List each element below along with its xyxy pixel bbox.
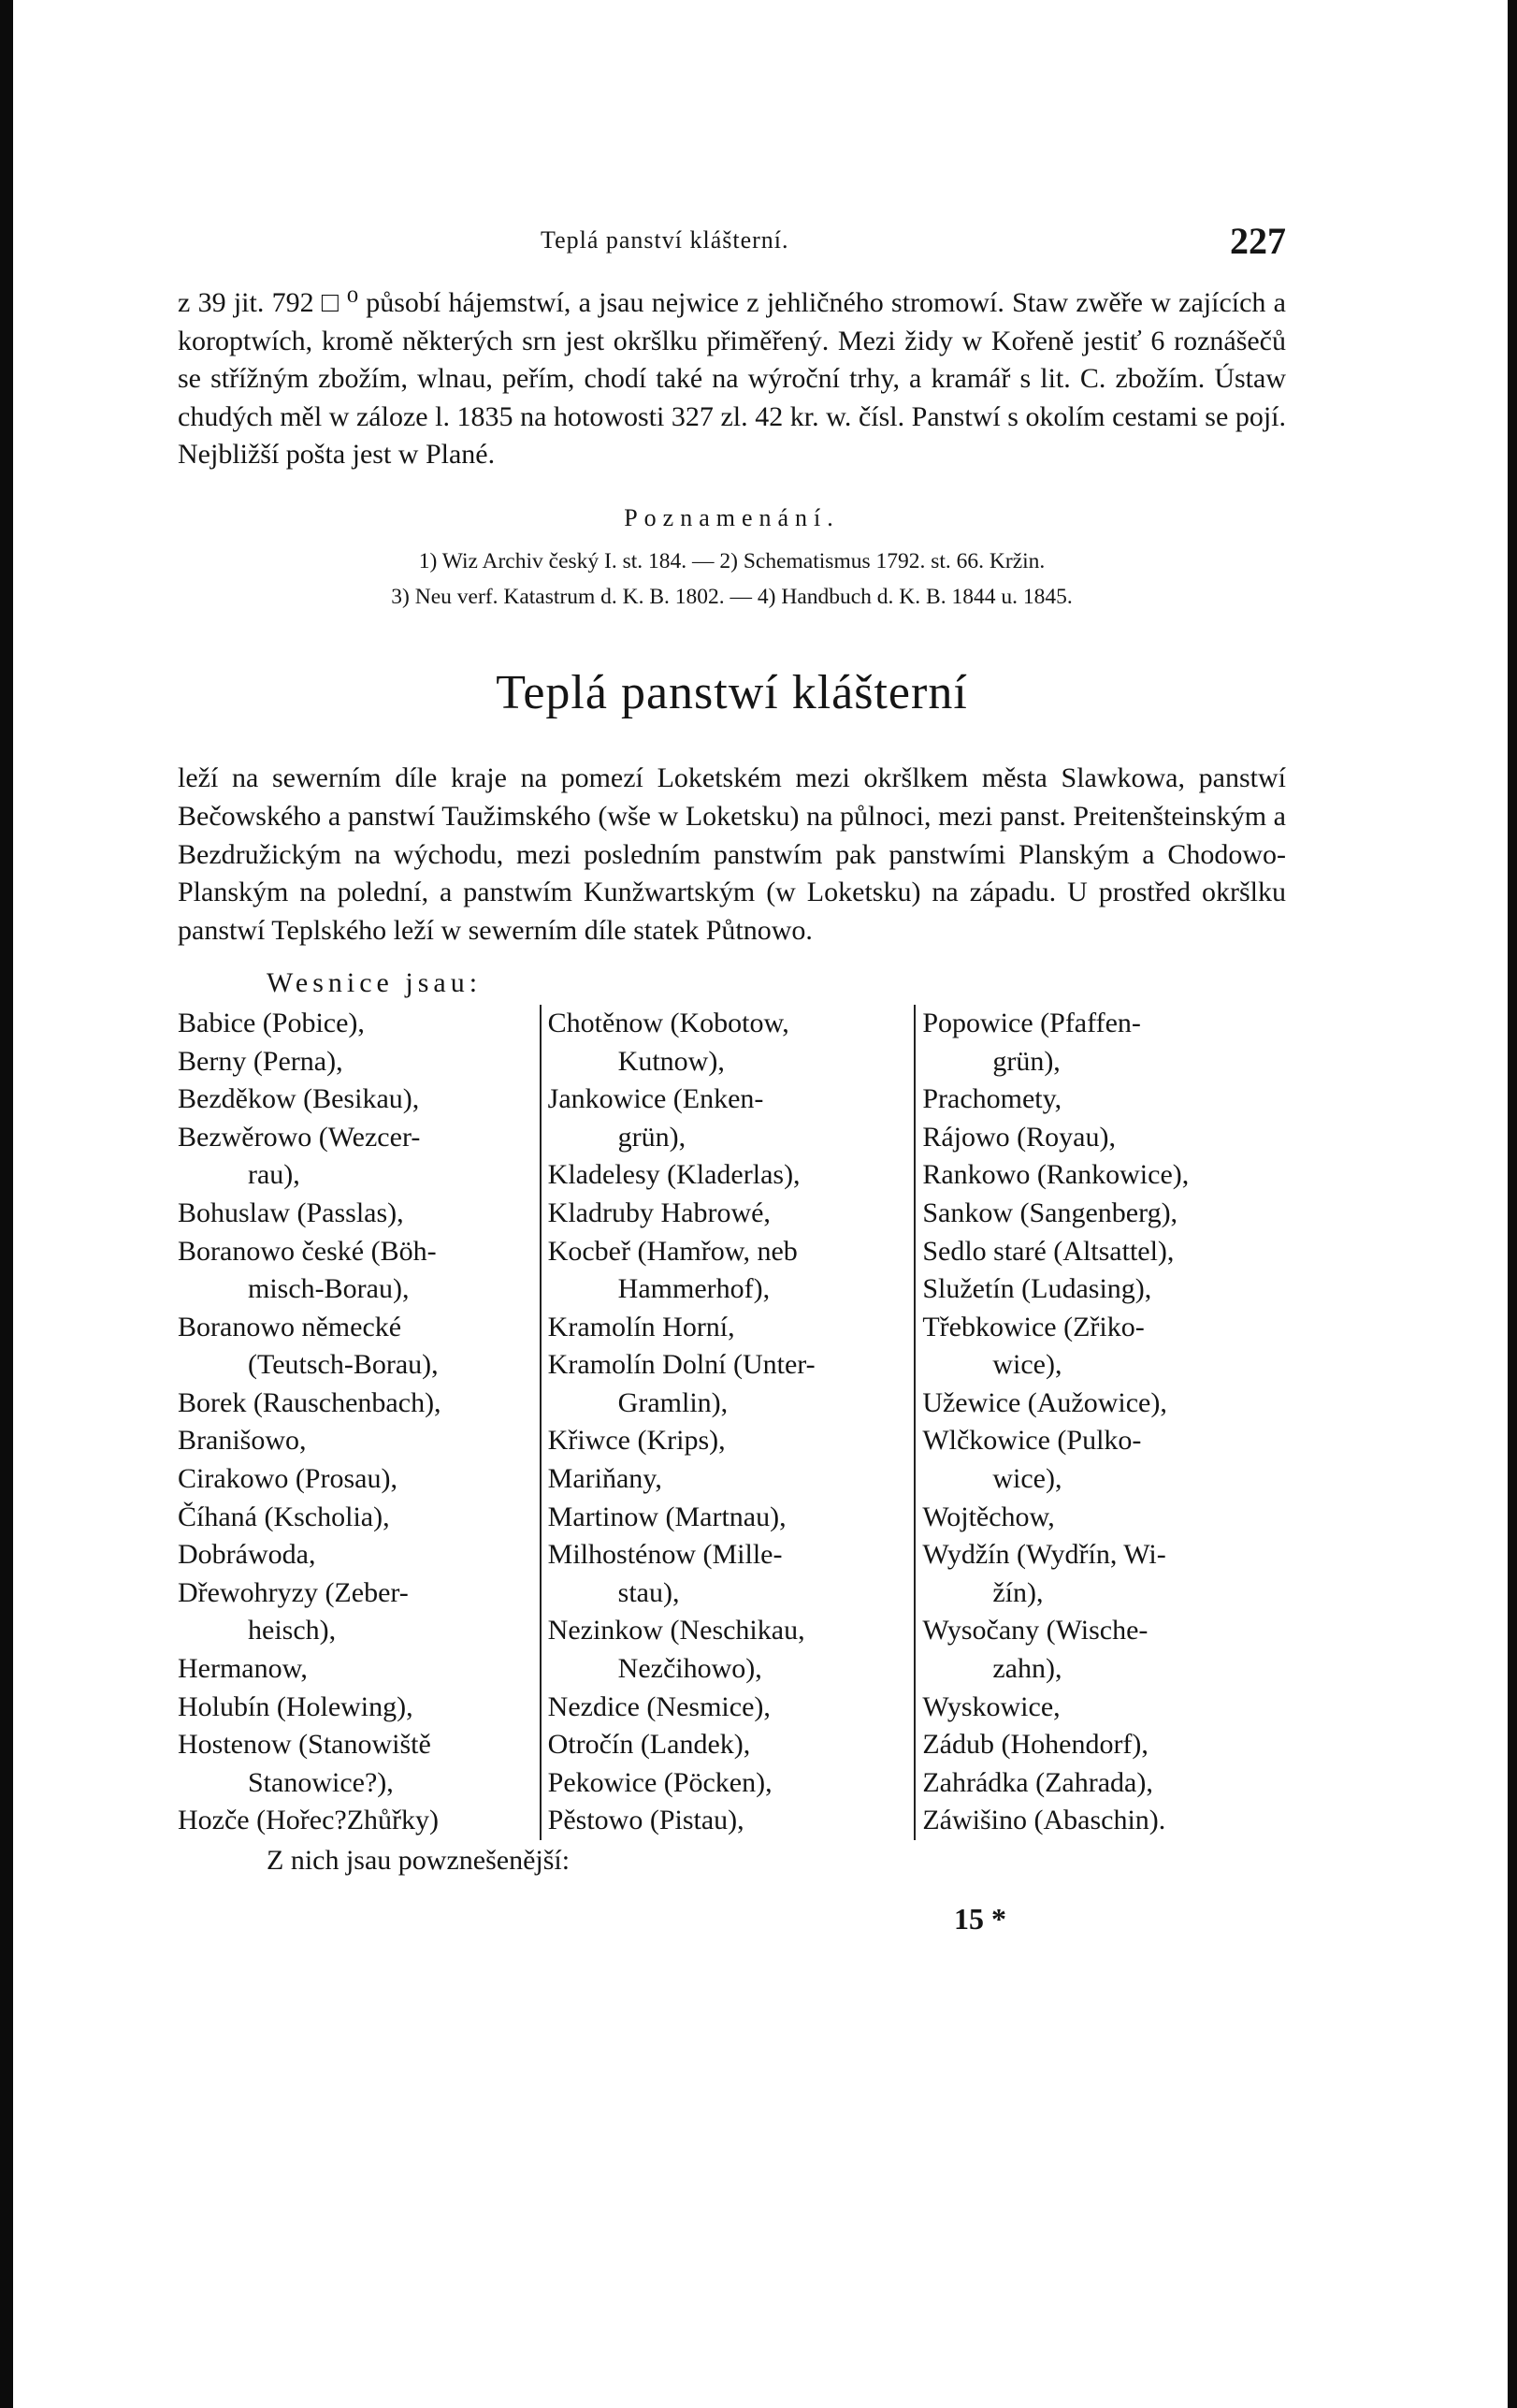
village-entry: Wlčkowice (Pulko-	[922, 1425, 1142, 1457]
village-entry: Hermanow,	[178, 1653, 308, 1685]
village-entry: Babice (Pobice),	[178, 1007, 365, 1038]
village-column-2	[542, 1005, 917, 1840]
village-entry: Užewice (Aužowice),	[922, 1386, 1167, 1418]
continuation-paragraph: z 39 jit. 792 □ ⁰ působí hájemstwí, a jsau nejwice z jehličného stromowí. Staw zwěře w zajících a koroptwích, kromě některých srn jest okršlku přiměřený. Mezi židy w Kořeně jestiť 6 roznášečů se střížným zbožím, wlnau, peřím, chodí také na wýroční trhy, a kramář s lit. C. zbožím. Ústaw chudých měl w záloze l. 1835 na hotowosti 327 zl. 42 kr. w. čísl. Panstwí s okolím cestami se pojí. Nejbližší pošta jest w Plané.	[178, 287, 1286, 471]
village-entry: Kladelesy (Kladerlas),	[547, 1159, 801, 1191]
section-title: Teplá panstwí klášterní	[496, 665, 968, 719]
village-entry: Mariňany,	[547, 1463, 662, 1495]
village-entry: Boranowo německé	[178, 1311, 402, 1342]
closing-line: Z nich jsau powznešenější:	[267, 1845, 571, 1877]
village-entry: Milhosténow (Mille-	[547, 1539, 783, 1571]
village-entry: Holubín (Holewing),	[178, 1690, 413, 1722]
running-title: Teplá panství klášterní.	[541, 226, 789, 254]
village-entry: Sedlo staré (Altsattel),	[922, 1235, 1175, 1267]
village-entry: Chotěnow (Kobotow,	[547, 1007, 789, 1038]
village-column-3	[916, 1005, 1286, 1840]
village-entry: Kocbeř (Hamřow, neb	[547, 1235, 798, 1267]
village-entry: Hostenow (Stanowiště	[178, 1729, 431, 1761]
village-entry: Zahrádka (Zahrada),	[922, 1766, 1153, 1798]
village-entry: Třebkowice (Zřiko-	[922, 1311, 1145, 1342]
village-entry: Rankowo (Rankowice),	[922, 1159, 1190, 1191]
village-entry: Dřewohryzy (Zeber-	[178, 1576, 409, 1608]
village-entry: zahn),	[992, 1653, 1062, 1685]
village-entry: grün),	[617, 1121, 686, 1153]
village-entry: grün),	[992, 1045, 1061, 1077]
village-entry: Nezinkow (Neschikau,	[547, 1615, 805, 1646]
section-intro: leží na sewerním díle kraje na pomezí Loketském mezi okršlkem města Slawkowa, panstwí Bečowského a panstwí Taužimského (wše w Loketsku) na půlnoci, mezi panst. Preitenšteinským a Bezdružickým na wýchodu, mezi posledním panstwím pak panstwími Planským a Chodowo-Planským na polední, a panstwím Kunžwartským (w Loketsku) na západu. U prostřed okršlku panstwí Teplského leží w sewerním díle statek Půtnowo.	[178, 762, 1286, 947]
village-entry: Wyskowice,	[922, 1690, 1061, 1722]
village-entry: Bezwěrowo (Wezcer-	[178, 1121, 421, 1153]
village-entry: Sankow (Sangenberg),	[922, 1197, 1178, 1228]
village-entry: Nezdice (Nesmice),	[547, 1690, 771, 1722]
village-entry: Kutnow),	[617, 1045, 725, 1077]
village-entry: wice),	[992, 1349, 1062, 1381]
village-entry: Wysočany (Wische-	[922, 1615, 1149, 1646]
village-entry: Popowice (Pfaffen-	[922, 1007, 1141, 1038]
village-entry: misch-Borau),	[248, 1273, 410, 1305]
page-header	[178, 217, 1286, 264]
village-entry: Nezčihowo),	[617, 1653, 762, 1685]
page-number: 227	[1230, 220, 1286, 262]
village-entry: Prachomety,	[922, 1083, 1062, 1115]
village-entry: Wydžín (Wydřín, Wi-	[922, 1539, 1166, 1571]
notes-heading: Poznamenání.	[624, 503, 840, 531]
village-entry: Kramolín Dolní (Unter-	[547, 1349, 816, 1381]
village-column-1	[178, 1005, 542, 1840]
village-entry: Zádub (Hohendorf),	[922, 1729, 1149, 1761]
village-entry: stau),	[617, 1576, 680, 1608]
village-entry: Stanowice?),	[248, 1766, 394, 1798]
village-entry: Hozče (Hořec?Zhůřky)	[178, 1805, 440, 1836]
note-line: 1) Wiz Archiv český I. st. 184. — 2) Schematismus 1792. st. 66. Kržin.	[418, 548, 1046, 573]
village-entry: heisch),	[248, 1615, 337, 1646]
note-line: 3) Neu verf. Katastrum d. K. B. 1802. — 4) Handbuch d. K. B. 1844 u. 1845.	[391, 584, 1073, 609]
village-entry: (Teutsch-Borau),	[248, 1349, 439, 1381]
village-entry: Služetín (Ludasing),	[922, 1273, 1152, 1305]
signature-mark: 15 *	[954, 1902, 1006, 1937]
village-entry: Kladruby Habrowé,	[547, 1197, 771, 1228]
village-entry: žín),	[992, 1576, 1044, 1608]
village-entry: Kramolín Horní,	[547, 1311, 735, 1342]
village-entry: Cirakowo (Prosau),	[178, 1463, 397, 1495]
village-entry: Boranowo české (Böh-	[178, 1235, 437, 1267]
notes	[178, 544, 1286, 615]
village-entry: Bohuslaw (Passlas),	[178, 1197, 404, 1228]
village-entry: Dobráwoda,	[178, 1539, 316, 1571]
village-entry: Rájowo (Royau),	[922, 1121, 1116, 1153]
village-entry: rau),	[248, 1159, 300, 1191]
village-entry: Berny (Perna),	[178, 1045, 343, 1077]
village-entry: Borek (Rauschenbach),	[178, 1386, 441, 1418]
village-entry: Otročín (Landek),	[547, 1729, 751, 1761]
village-entry: Gramlin),	[617, 1386, 729, 1418]
book-page	[178, 217, 1286, 1937]
village-entry: Pěstowo (Pistau),	[547, 1805, 744, 1836]
village-entry: Hammerhof),	[617, 1273, 771, 1305]
village-columns	[178, 1005, 1286, 1840]
village-entry: Pekowice (Pöcken),	[547, 1766, 773, 1798]
village-entry: Křiwce (Krips),	[547, 1425, 726, 1457]
scan-edge-left	[0, 0, 13, 2408]
scan-edge-right	[1508, 0, 1517, 2408]
village-entry: Branišowo,	[178, 1425, 307, 1457]
village-entry: Číhaná (Kscholia),	[178, 1501, 390, 1532]
village-entry: Wojtěchow,	[922, 1501, 1055, 1532]
village-entry: Bezděkow (Besikau),	[178, 1083, 420, 1115]
village-entry: wice),	[992, 1463, 1062, 1495]
villages-heading: Wesnice jsau:	[267, 966, 483, 998]
village-entry: Martinow (Martnau),	[547, 1501, 787, 1532]
village-entry: Jankowice (Enken-	[547, 1083, 764, 1115]
village-entry: Záwišino (Abaschin).	[922, 1805, 1166, 1836]
